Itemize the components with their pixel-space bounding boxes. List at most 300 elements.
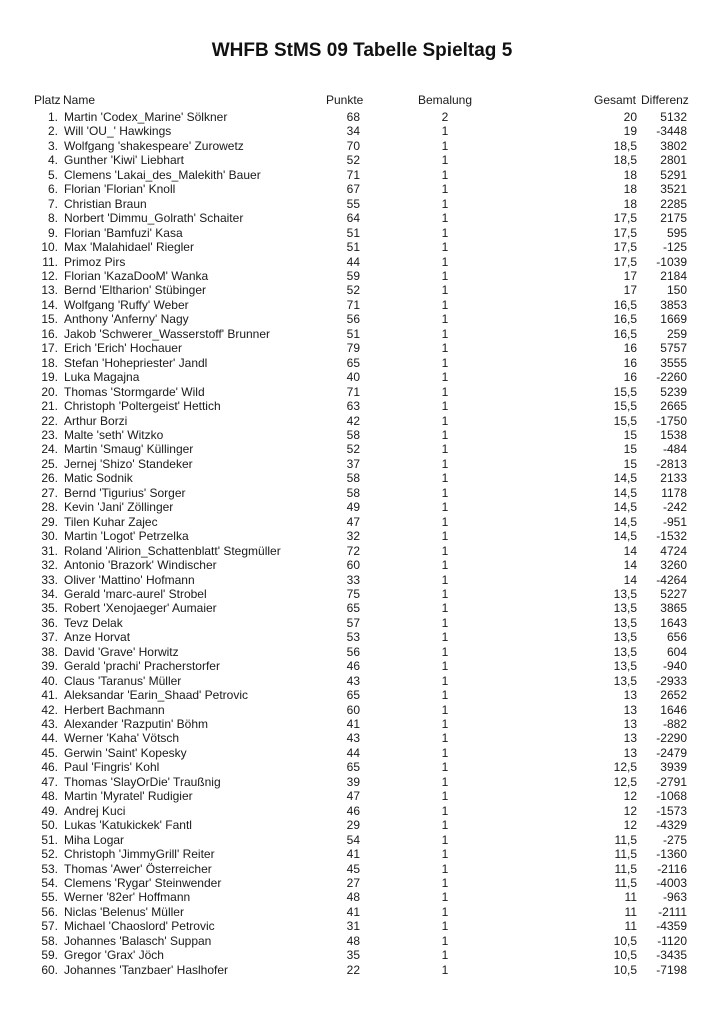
name-cell: Alexander 'Razputin' Böhm <box>64 717 208 732</box>
platz-cell: 20. <box>41 384 58 399</box>
platz-cell: 18. <box>41 355 58 370</box>
name-cell: Will 'OU_' Hawkings <box>64 124 172 139</box>
punkte-cell: 65 <box>346 355 360 370</box>
platz-cell: 58. <box>41 933 58 948</box>
gesamt-cell: 12 <box>623 818 637 833</box>
table-row <box>0 515 724 529</box>
punkte-cell: 47 <box>346 514 360 529</box>
punkte-cell: 52 <box>346 153 360 168</box>
differenz-cell: 3939 <box>660 760 687 775</box>
differenz-cell: 1538 <box>660 427 687 442</box>
punkte-cell: 71 <box>346 384 360 399</box>
gesamt-cell: 15,5 <box>613 399 637 414</box>
name-cell: Gerald 'marc-aurel' Strobel <box>64 586 207 601</box>
punkte-cell: 47 <box>346 789 360 804</box>
gesamt-cell: 15 <box>623 427 637 442</box>
punkte-cell: 22 <box>346 962 360 977</box>
gesamt-cell: 20 <box>623 110 637 124</box>
name-cell: Claus 'Taranus' Müller <box>64 673 182 688</box>
differenz-cell: 5239 <box>660 384 687 399</box>
name-cell: Werner '82er' Hoffmann <box>64 890 191 905</box>
table-row <box>0 731 724 745</box>
punkte-cell: 44 <box>346 254 360 269</box>
platz-cell: 13. <box>41 283 58 298</box>
differenz-cell: 2652 <box>660 688 687 703</box>
punkte-cell: 32 <box>346 529 360 544</box>
bemalung-cell: 1 <box>441 427 449 442</box>
differenz-cell: 4724 <box>660 543 687 558</box>
punkte-cell: 52 <box>346 442 360 457</box>
gesamt-cell: 18 <box>623 182 637 197</box>
table-row <box>0 327 724 341</box>
platz-cell: 29. <box>41 514 58 529</box>
punkte-cell: 60 <box>346 558 360 573</box>
bemalung-cell: 1 <box>441 572 449 587</box>
gesamt-cell: 17,5 <box>613 254 637 269</box>
gesamt-cell: 10,5 <box>613 948 637 963</box>
bemalung-cell: 1 <box>441 644 449 659</box>
bemalung-cell: 1 <box>441 586 449 601</box>
punkte-cell: 58 <box>346 485 360 500</box>
differenz-cell: -963 <box>662 890 687 905</box>
header-name: Name <box>63 93 96 107</box>
platz-cell: 56. <box>41 904 58 919</box>
bemalung-cell: 1 <box>441 442 449 457</box>
bemalung-cell: 1 <box>441 962 449 977</box>
bemalung-cell: 1 <box>441 456 449 471</box>
differenz-cell: 3802 <box>660 138 687 153</box>
gesamt-cell: 18 <box>623 196 637 211</box>
differenz-cell: -2933 <box>656 673 687 688</box>
platz-cell: 57. <box>41 919 58 934</box>
platz-cell: 43. <box>41 717 58 732</box>
table-row <box>0 139 724 153</box>
platz-cell: 53. <box>41 861 58 876</box>
differenz-cell: 656 <box>666 630 687 645</box>
table-row <box>0 934 724 948</box>
punkte-cell: 65 <box>346 688 360 703</box>
bemalung-cell: 1 <box>441 471 449 486</box>
differenz-cell: 1178 <box>661 485 687 500</box>
platz-cell: 9. <box>47 225 58 240</box>
platz-cell: 11. <box>42 254 58 269</box>
header-punkte: Punkte <box>326 93 364 107</box>
name-cell: Paul 'Fingris' Kohl <box>64 760 160 775</box>
table-row <box>0 760 724 774</box>
punkte-cell: 39 <box>346 774 360 789</box>
platz-cell: 41. <box>41 688 58 703</box>
bemalung-cell: 1 <box>441 558 449 573</box>
bemalung-cell: 1 <box>441 211 449 226</box>
differenz-cell: -125 <box>662 240 687 255</box>
differenz-cell: 3521 <box>660 182 687 197</box>
differenz-cell: -940 <box>662 659 687 674</box>
table-row <box>0 948 724 962</box>
differenz-cell: 604 <box>666 644 687 659</box>
platz-cell: 30. <box>41 529 58 544</box>
bemalung-cell: 1 <box>441 240 449 255</box>
table-row <box>0 255 724 269</box>
table-row <box>0 905 724 919</box>
table-row <box>0 153 724 167</box>
gesamt-cell: 15 <box>623 442 637 457</box>
table-row <box>0 601 724 615</box>
punkte-cell: 63 <box>346 399 360 414</box>
name-cell: Wolfgang 'shakespeare' Zurowetz <box>64 138 244 153</box>
punkte-cell: 27 <box>346 876 360 891</box>
platz-cell: 2. <box>47 124 58 139</box>
table-row <box>0 385 724 399</box>
name-cell: David 'Grave' Horwitz <box>64 644 179 659</box>
punkte-cell: 35 <box>346 948 360 963</box>
bemalung-cell: 1 <box>441 514 449 529</box>
table-row <box>0 414 724 428</box>
differenz-cell: -1360 <box>656 847 687 862</box>
table-row <box>0 587 724 601</box>
bemalung-cell: 1 <box>441 529 449 544</box>
table-row <box>0 717 724 731</box>
platz-cell: 44. <box>41 731 58 746</box>
header-platz: Platz <box>34 93 61 107</box>
punkte-cell: 56 <box>346 312 360 327</box>
name-cell: Clemens 'Lakai_des_Malekith' Bauer <box>64 167 261 182</box>
table-row <box>0 269 724 283</box>
gesamt-cell: 13,5 <box>613 630 637 645</box>
table-row <box>0 240 724 254</box>
bemalung-cell: 1 <box>441 948 449 963</box>
punkte-cell: 65 <box>346 760 360 775</box>
gesamt-cell: 13 <box>623 702 637 717</box>
gesamt-cell: 15 <box>623 456 637 471</box>
bemalung-cell: 1 <box>441 138 449 153</box>
gesamt-cell: 13 <box>623 688 637 703</box>
differenz-cell: -2290 <box>656 731 687 746</box>
table-body <box>0 110 724 977</box>
punkte-cell: 48 <box>346 890 360 905</box>
platz-cell: 38. <box>41 644 58 659</box>
name-cell: Robert 'Xenojaeger' Aumaier <box>64 601 217 616</box>
punkte-cell: 65 <box>346 601 360 616</box>
name-cell: Anthony 'Anferny' Nagy <box>64 312 189 327</box>
name-cell: Gregor 'Grax' Jöch <box>64 948 164 963</box>
gesamt-cell: 13 <box>623 745 637 760</box>
platz-cell: 37. <box>41 630 58 645</box>
name-cell: Antonio 'Brazork' Windischer <box>64 558 217 573</box>
differenz-cell: -951 <box>662 514 687 529</box>
bemalung-cell: 1 <box>441 413 449 428</box>
bemalung-cell: 1 <box>441 847 449 862</box>
bemalung-cell: 1 <box>441 254 449 269</box>
gesamt-cell: 16,5 <box>613 297 637 312</box>
header-differenz: Differenz <box>641 93 689 107</box>
punkte-cell: 71 <box>346 167 360 182</box>
differenz-cell: -2116 <box>657 861 687 876</box>
table-row <box>0 471 724 485</box>
name-cell: Michael 'Chaoslord' Petrovic <box>64 919 215 934</box>
platz-cell: 27. <box>41 485 58 500</box>
punkte-cell: 46 <box>346 803 360 818</box>
differenz-cell: 595 <box>666 225 687 240</box>
platz-cell: 23. <box>41 427 58 442</box>
punkte-cell: 40 <box>346 370 360 385</box>
table-row <box>0 645 724 659</box>
punkte-cell: 44 <box>346 745 360 760</box>
differenz-cell: -2111 <box>658 904 687 919</box>
differenz-cell: -275 <box>662 832 687 847</box>
gesamt-cell: 10,5 <box>613 933 637 948</box>
bemalung-cell: 1 <box>441 225 449 240</box>
differenz-cell: -882 <box>662 717 687 732</box>
gesamt-cell: 12,5 <box>613 760 637 775</box>
gesamt-cell: 16,5 <box>613 326 637 341</box>
name-cell: Arthur Borzi <box>64 413 128 428</box>
differenz-cell: -3448 <box>656 124 687 139</box>
punkte-cell: 71 <box>346 297 360 312</box>
name-cell: Martin 'Logot' Petrzelka <box>64 529 189 544</box>
differenz-cell: 1646 <box>660 702 687 717</box>
platz-cell: 4. <box>47 153 58 168</box>
differenz-cell: 3555 <box>660 355 687 370</box>
name-cell: Florian 'Bamfuzi' Kasa <box>64 225 183 240</box>
bemalung-cell: 2 <box>441 110 449 124</box>
gesamt-cell: 12 <box>623 803 637 818</box>
gesamt-cell: 17,5 <box>613 225 637 240</box>
bemalung-cell: 1 <box>441 818 449 833</box>
table-row <box>0 674 724 688</box>
gesamt-cell: 16 <box>623 370 637 385</box>
gesamt-cell: 14,5 <box>613 485 637 500</box>
differenz-cell: -4359 <box>656 919 687 934</box>
gesamt-cell: 14,5 <box>613 471 637 486</box>
table-row <box>0 312 724 326</box>
table-row <box>0 573 724 587</box>
punkte-cell: 37 <box>346 456 360 471</box>
bemalung-cell: 1 <box>441 717 449 732</box>
platz-cell: 16. <box>41 326 58 341</box>
table-row <box>0 775 724 789</box>
name-cell: Christian Braun <box>64 196 147 211</box>
bemalung-cell: 1 <box>441 326 449 341</box>
name-cell: Jernej 'Shizo' Standeker <box>64 456 193 471</box>
punkte-cell: 79 <box>346 341 360 356</box>
gesamt-cell: 17,5 <box>613 240 637 255</box>
platz-cell: 22. <box>41 413 58 428</box>
name-cell: Gunther 'Kiwi' Liebhart <box>64 153 184 168</box>
table-row <box>0 298 724 312</box>
bemalung-cell: 1 <box>441 399 449 414</box>
platz-cell: 35. <box>41 601 58 616</box>
gesamt-cell: 14,5 <box>613 514 637 529</box>
bemalung-cell: 1 <box>441 297 449 312</box>
platz-cell: 42. <box>41 702 58 717</box>
table-row <box>0 442 724 456</box>
name-cell: Johannes 'Tanzbaer' Haslhofer <box>64 962 229 977</box>
table-row <box>0 428 724 442</box>
name-cell: Miha Logar <box>64 832 125 847</box>
gesamt-cell: 10,5 <box>613 962 637 977</box>
punkte-cell: 57 <box>346 615 360 630</box>
punkte-cell: 54 <box>346 832 360 847</box>
punkte-cell: 53 <box>346 630 360 645</box>
name-cell: Erich 'Erich' Hochauer <box>64 341 182 356</box>
differenz-cell: 259 <box>666 326 687 341</box>
gesamt-cell: 13,5 <box>613 659 637 674</box>
bemalung-cell: 1 <box>441 904 449 919</box>
table-row <box>0 124 724 138</box>
punkte-cell: 60 <box>346 702 360 717</box>
bemalung-cell: 1 <box>441 370 449 385</box>
differenz-cell: -4329 <box>656 818 687 833</box>
name-cell: Kevin 'Jani' Zöllinger <box>64 500 174 515</box>
punkte-cell: 56 <box>346 644 360 659</box>
platz-cell: 32. <box>41 558 58 573</box>
bemalung-cell: 1 <box>441 283 449 298</box>
name-cell: Andrej Kuci <box>64 803 126 818</box>
platz-cell: 45. <box>41 745 58 760</box>
punkte-cell: 59 <box>346 268 360 283</box>
differenz-cell: -1532 <box>656 529 687 544</box>
platz-cell: 40. <box>41 673 58 688</box>
differenz-cell: -1573 <box>656 803 687 818</box>
platz-cell: 24. <box>41 442 58 457</box>
bemalung-cell: 1 <box>441 485 449 500</box>
bemalung-cell: 1 <box>441 745 449 760</box>
differenz-cell: -1068 <box>656 789 687 804</box>
platz-cell: 12. <box>41 268 58 283</box>
bemalung-cell: 1 <box>441 341 449 356</box>
differenz-cell: 2801 <box>660 153 687 168</box>
table-row <box>0 168 724 182</box>
table-row <box>0 399 724 413</box>
differenz-cell: -3435 <box>656 948 687 963</box>
platz-cell: 8. <box>47 211 58 226</box>
table-row <box>0 688 724 702</box>
gesamt-cell: 17 <box>623 283 637 298</box>
platz-cell: 25. <box>41 456 58 471</box>
punkte-cell: 49 <box>346 500 360 515</box>
bemalung-cell: 1 <box>441 182 449 197</box>
table-row <box>0 833 724 847</box>
name-cell: Luka Magajna <box>64 370 140 385</box>
name-cell: Lukas 'Katukickek' Fantl <box>64 818 192 833</box>
name-cell: Gerald 'prachi' Pracherstorfer <box>64 659 220 674</box>
name-cell: Martin 'Smaug' Küllinger <box>64 442 194 457</box>
name-cell: Primoz Pirs <box>64 254 126 269</box>
punkte-cell: 42 <box>346 413 360 428</box>
platz-cell: 59. <box>41 948 58 963</box>
table-row <box>0 544 724 558</box>
punkte-cell: 46 <box>346 659 360 674</box>
differenz-cell: 150 <box>666 283 687 298</box>
differenz-cell: 3865 <box>660 601 687 616</box>
gesamt-cell: 18,5 <box>613 138 637 153</box>
platz-cell: 55. <box>41 890 58 905</box>
table-row <box>0 500 724 514</box>
name-cell: Christoph 'Poltergeist' Hettich <box>64 399 221 414</box>
table-row <box>0 876 724 890</box>
table-row <box>0 182 724 196</box>
platz-cell: 52. <box>41 847 58 862</box>
differenz-cell: 1643 <box>660 615 687 630</box>
table-row <box>0 356 724 370</box>
platz-cell: 3. <box>47 138 58 153</box>
gesamt-cell: 14 <box>623 572 637 587</box>
platz-cell: 60. <box>41 962 58 977</box>
differenz-cell: -4003 <box>656 876 687 891</box>
differenz-cell: -242 <box>662 500 687 515</box>
platz-cell: 19. <box>41 370 58 385</box>
differenz-cell: 5757 <box>660 341 687 356</box>
bemalung-cell: 1 <box>441 615 449 630</box>
platz-cell: 33. <box>41 572 58 587</box>
platz-cell: 54. <box>41 876 58 891</box>
punkte-cell: 48 <box>346 933 360 948</box>
name-cell: Malte 'seth' Witzko <box>64 427 164 442</box>
name-cell: Anze Horvat <box>64 630 131 645</box>
name-cell: Florian 'Florian' Knoll <box>64 182 176 197</box>
table-row <box>0 919 724 933</box>
bemalung-cell: 1 <box>441 167 449 182</box>
differenz-cell: -7198 <box>656 962 687 977</box>
table-row <box>0 847 724 861</box>
name-cell: Oliver 'Mattino' Hofmann <box>64 572 195 587</box>
platz-cell: 49. <box>41 803 58 818</box>
name-cell: Martin 'Codex_Marine' Sölkner <box>64 110 228 124</box>
punkte-cell: 41 <box>346 717 360 732</box>
platz-cell: 31. <box>41 543 58 558</box>
bemalung-cell: 1 <box>441 774 449 789</box>
gesamt-cell: 16 <box>623 355 637 370</box>
bemalung-cell: 1 <box>441 196 449 211</box>
name-cell: Christoph 'JimmyGrill' Reiter <box>64 847 215 862</box>
name-cell: Matic Sodnik <box>64 471 133 486</box>
gesamt-cell: 19 <box>623 124 637 139</box>
platz-cell: 47. <box>41 774 58 789</box>
gesamt-cell: 11,5 <box>614 832 637 847</box>
name-cell: Thomas 'Stormgarde' Wild <box>64 384 205 399</box>
name-cell: Thomas 'Awer' Österreicher <box>64 861 212 876</box>
differenz-cell: 2285 <box>660 196 687 211</box>
gesamt-cell: 14 <box>623 558 637 573</box>
name-cell: Gerwin 'Saint' Kopesky <box>64 745 187 760</box>
platz-cell: 17. <box>41 341 58 356</box>
punkte-cell: 58 <box>346 471 360 486</box>
gesamt-cell: 14 <box>623 543 637 558</box>
bemalung-cell: 1 <box>441 659 449 674</box>
bemalung-cell: 1 <box>441 384 449 399</box>
table-header <box>0 92 724 108</box>
gesamt-cell: 18,5 <box>613 153 637 168</box>
gesamt-cell: 13 <box>623 731 637 746</box>
table-row <box>0 558 724 572</box>
table-row <box>0 616 724 630</box>
platz-cell: 26. <box>41 471 58 486</box>
bemalung-cell: 1 <box>441 760 449 775</box>
bemalung-cell: 1 <box>441 312 449 327</box>
bemalung-cell: 1 <box>441 832 449 847</box>
name-cell: Florian 'KazaDooM' Wanka <box>64 268 209 283</box>
bemalung-cell: 1 <box>441 630 449 645</box>
gesamt-cell: 11 <box>624 919 637 934</box>
gesamt-cell: 11 <box>624 904 637 919</box>
differenz-cell: -1039 <box>656 254 687 269</box>
punkte-cell: 43 <box>346 731 360 746</box>
differenz-cell: -1120 <box>657 933 687 948</box>
punkte-cell: 72 <box>346 543 360 558</box>
bemalung-cell: 1 <box>441 702 449 717</box>
gesamt-cell: 17,5 <box>613 211 637 226</box>
name-cell: Niclas 'Belenus' Müller <box>64 904 184 919</box>
